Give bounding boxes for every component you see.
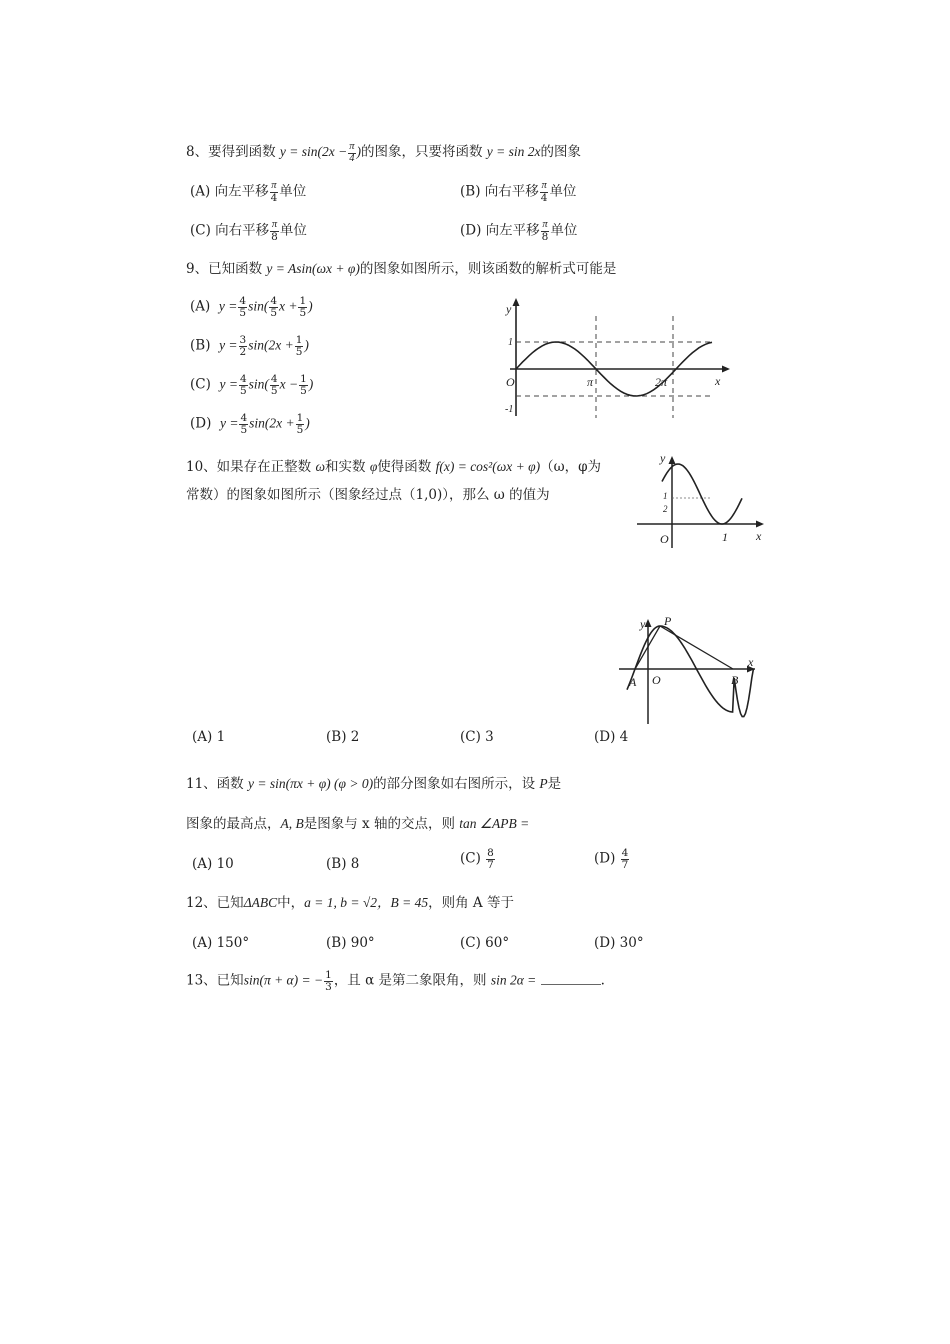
q11-option-c-label: (C): [460, 850, 481, 867]
q9-y-arrow: [513, 298, 520, 306]
q11-line1-a: 11、函数: [186, 776, 248, 792]
q9-option-c-phase-den: 5: [300, 384, 307, 397]
q12-stem-a: 12、已知: [186, 895, 244, 911]
q11-origin-label: O: [652, 673, 661, 687]
q8-option-c-frac: [270, 220, 279, 242]
q9-option-d-amp: [239, 413, 248, 435]
q8-option-d-num: π: [542, 219, 548, 230]
q12-stem-c: ，则角 A 等于: [428, 895, 514, 911]
q11-stem-line1: [186, 775, 561, 793]
q9-option-a: [190, 296, 313, 318]
q9-option-a-freq: [269, 296, 278, 318]
q11-option-d: [594, 848, 630, 870]
q10-option-a: (A) 1: [192, 729, 226, 745]
q8-option-d-den: 8: [541, 230, 549, 243]
q9-option-b-pre: y =: [219, 337, 238, 353]
q9-option-c-end: ): [308, 376, 314, 392]
q11-option-c-num: 8: [487, 847, 494, 859]
q13-answer-blank[interactable]: [541, 972, 601, 985]
q11-x-label: x: [748, 655, 754, 669]
q9-option-d-phase-den: 5: [296, 423, 304, 436]
q8-option-a-unit: 单位: [279, 183, 307, 200]
q11-sine-curve: [627, 626, 755, 717]
q11-option-d-label: (D): [594, 850, 616, 867]
q10-x-arrow: [756, 521, 764, 528]
q11-option-a: (A) 10: [192, 856, 234, 872]
q9-option-a-amp: [238, 296, 247, 318]
q8-option-d-label: (D) 向左平移: [460, 222, 540, 239]
q10-y-label: y: [660, 451, 666, 465]
q10-tick-y2: 2: [663, 504, 668, 514]
q8-option-a-label: (A) 向左平移: [190, 183, 269, 200]
q8-option-b-den: 4: [540, 191, 548, 204]
q11-ab: A, B: [280, 816, 304, 831]
q13-frac: [324, 970, 333, 992]
q11-line1-b: 的部分图象如右图所示，设: [373, 776, 540, 792]
q11-tan: tan ∠APB =: [459, 816, 530, 831]
q8-option-b-unit: 单位: [549, 183, 577, 200]
q9-option-b-label: (B): [190, 337, 211, 354]
q13-stem: [186, 970, 605, 992]
q10-option-b: (B) 2: [326, 729, 360, 745]
q9-option-a-phase-den: 5: [299, 306, 307, 319]
q11-option-d-num: 4: [621, 847, 629, 859]
q10-cos-curve: [662, 464, 742, 524]
q9-option-a-pre: y =: [218, 298, 238, 314]
q8-option-a-den: 4: [270, 191, 278, 204]
q9-option-a-amp-num: 4: [239, 295, 247, 307]
q11-option-d-den: 7: [621, 858, 629, 871]
q11-line1-c: 是: [547, 776, 562, 792]
q9-option-c-amp-num: 4: [239, 373, 247, 385]
q10-y-arrow: [669, 456, 676, 464]
q9-option-b-amp-den: 2: [239, 345, 247, 358]
q9-option-a-phase-num: 1: [299, 295, 307, 307]
q10-line1-c: 使得函数: [377, 459, 436, 475]
q11-option-b: (B) 8: [326, 856, 360, 872]
q9-option-a-label: (A): [190, 298, 211, 315]
q10-graph: [632, 450, 772, 550]
q9-stem: [186, 260, 616, 278]
q9-stem-a: 9、已知函数: [186, 261, 267, 277]
q8-func1-pre: y = sin(2x −: [279, 144, 348, 160]
q9-option-c-phase-num: 1: [300, 373, 307, 385]
q8-func1: [279, 141, 361, 164]
q9-option-a-freq-num: 4: [270, 295, 277, 307]
q9-option-b-phase-den: 5: [295, 345, 303, 358]
q8-option-b-label: (B) 向右平移: [460, 183, 539, 200]
q11-option-c: [460, 848, 496, 870]
q12-option-d: (D) 30°: [594, 935, 644, 951]
q13-den: 3: [325, 980, 332, 993]
q8-func1-den: 4: [349, 152, 355, 164]
q9-option-c-label: (C): [190, 376, 211, 393]
q9-stem-b: 的图象如图所示，则该函数的解析式可能是: [359, 261, 617, 277]
q8-func1-frac: [348, 142, 355, 164]
q8-option-a: [190, 181, 306, 203]
q11-label-b: B: [731, 673, 739, 687]
q8-option-c-unit: 单位: [279, 222, 307, 239]
q9-option-a-freq-den: 5: [270, 306, 277, 319]
q11-line2-a: 图象的最高点，: [186, 816, 281, 832]
q11-func: y = sin(πx + φ) (φ > 0): [247, 776, 374, 791]
q8-option-a-num: π: [271, 180, 277, 191]
q9-option-c-freq-num: 4: [270, 373, 278, 385]
q9-option-a-mid: sin(: [248, 298, 269, 314]
q9-option-c-freq-den: 5: [270, 384, 278, 397]
q11-y-arrow: [645, 619, 652, 627]
q10-omega: ω: [315, 459, 326, 474]
q10-func: f(x) = cos²(ωx + φ): [435, 459, 541, 474]
q8-stem-b: 的图象，只要将函数: [361, 144, 487, 161]
q9-option-b-end: ): [304, 337, 309, 353]
q10-stem-line1: [186, 458, 601, 476]
q9-tick-1: 1: [508, 337, 513, 348]
q9-option-c-amp: [239, 374, 248, 396]
q9-option-d-amp-num: 4: [240, 412, 248, 424]
q11-graph: [615, 612, 765, 727]
q9-option-d-phase: [296, 413, 305, 435]
q13-end: .: [600, 972, 605, 989]
q8-option-d-frac: [541, 220, 550, 242]
q9-option-c-mid: sin(: [248, 376, 269, 392]
q12-option-c: (C) 60°: [460, 935, 510, 951]
q8-option-c-num: π: [271, 219, 278, 230]
q9-option-b-amp-num: 3: [239, 334, 247, 346]
q12-condition: a = 1, b = √2，B = 45: [304, 895, 429, 910]
q9-option-b-phase: [295, 335, 304, 357]
q8-stem-c: 的图象: [540, 144, 582, 161]
q12-stem: [186, 894, 514, 912]
q11-label-a: A: [629, 675, 637, 689]
q12-stem-b: 中，: [277, 895, 305, 911]
q12-option-a: (A) 150°: [192, 935, 250, 951]
q9-option-d-pre: y =: [219, 415, 239, 431]
q9-option-d-amp-den: 5: [240, 423, 248, 436]
q13-stem-b: ，且 α 是第二象限角，则: [333, 972, 491, 989]
q8-option-d-unit: 单位: [550, 222, 578, 239]
q9-graph: [500, 296, 735, 421]
q13-ask: sin 2α =: [490, 972, 537, 988]
q11-option-d-frac: [621, 848, 630, 870]
q10-option-c: (C) 3: [460, 729, 494, 745]
q8-func2: y = sin 2x: [486, 144, 541, 160]
q9-option-c-freq: [270, 374, 279, 396]
q8-stem-a: 8、要得到函数: [186, 144, 280, 161]
q10-phi: φ: [369, 459, 378, 474]
q10-line1-b: 和实数: [325, 459, 370, 475]
q10-line1-a: 10、如果存在正整数: [186, 459, 316, 475]
q9-option-b-phase-num: 1: [295, 334, 303, 346]
q8-func1-num: π: [349, 141, 355, 152]
q10-tick-y1: 1: [663, 491, 668, 501]
q9-tick-minus1: -1: [505, 404, 514, 415]
q9-option-b: [190, 335, 309, 357]
q10-stem-line2: 常数）的图象如图所示（图象经过点（1,0)），那么 ω 的值为: [186, 487, 550, 503]
q10-origin-label: O: [660, 532, 669, 546]
q8-func1-post: ): [356, 144, 361, 160]
q11-label-p: P: [664, 614, 672, 628]
q13-func: sin(π + α) = −: [243, 972, 324, 988]
q13-num: 1: [325, 969, 332, 981]
q10-x-label: x: [756, 529, 762, 543]
q9-x-label: x: [715, 374, 721, 388]
q12-option-b: (B) 90°: [326, 935, 375, 951]
q8-option-c: [190, 220, 307, 242]
q9-origin-label: O: [506, 375, 515, 389]
q9-option-c-x: x −: [279, 376, 299, 392]
q8-option-c-label: (C) 向右平移: [190, 222, 270, 239]
q9-option-a-amp-den: 5: [239, 306, 247, 319]
q11-y-label: y: [640, 617, 646, 631]
q8-option-d: [460, 220, 577, 242]
q9-option-b-amp: [239, 335, 248, 357]
q8-option-b-num: π: [541, 180, 547, 191]
q9-option-d-mid: sin(2x +: [249, 415, 295, 431]
q9-option-a-end: ): [308, 298, 313, 314]
q9-y-label: y: [506, 302, 512, 316]
q9-option-d-phase-num: 1: [296, 412, 304, 424]
q9-tick-2pi: 2π: [655, 375, 668, 389]
q9-option-c-amp-den: 5: [239, 384, 247, 397]
q11-segment-pb: [660, 626, 733, 669]
q11-option-c-den: 7: [487, 858, 494, 871]
q9-option-c: [190, 374, 313, 396]
q11-line2-b: 是图象与 x 轴的交点，则: [303, 816, 460, 832]
q8-option-b: [460, 181, 576, 203]
q10-tick-1: 1: [722, 530, 728, 544]
q10-option-d: (D) 4: [594, 729, 629, 745]
q9-option-c-pre: y =: [219, 376, 238, 392]
q12-triangle: ΔABC: [243, 895, 278, 910]
q9-func: y = Asin(ωx + φ): [266, 261, 360, 276]
q9-option-c-phase: [299, 374, 308, 396]
q9-option-d-label: (D): [190, 415, 212, 432]
q11-stem-line2: [186, 815, 529, 833]
q11-option-c-frac: [486, 848, 495, 870]
q8-stem: [186, 142, 581, 164]
q11-p: P: [539, 776, 548, 791]
q9-x-arrow: [722, 366, 730, 373]
q9-option-a-x: x +: [279, 298, 298, 314]
q9-option-a-phase: [298, 296, 307, 318]
q8-option-c-den: 8: [271, 230, 278, 243]
q9-option-d: [190, 413, 310, 435]
q10-line1-d: （ω，φ为: [540, 459, 602, 475]
q8-option-b-frac: [540, 181, 549, 203]
q9-option-b-mid: sin(2x +: [248, 337, 294, 353]
q9-option-d-end: ): [305, 415, 310, 431]
q9-tick-pi: π: [587, 375, 594, 389]
q8-option-a-frac: [270, 181, 279, 203]
q13-stem-a: 13、已知: [186, 972, 244, 989]
